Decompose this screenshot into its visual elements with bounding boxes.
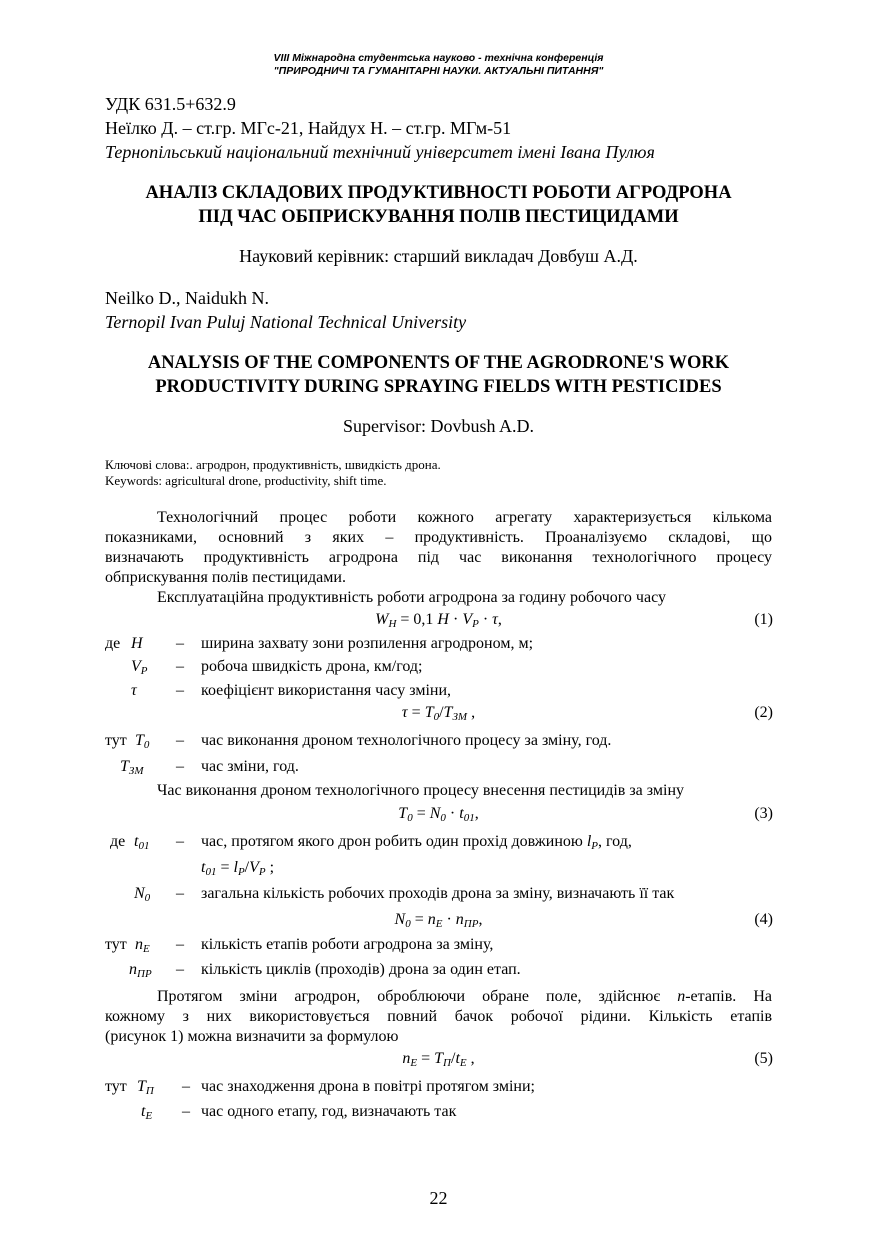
def-label-de-1: де [105, 635, 121, 652]
title-ua-line1: АНАЛІЗ СКЛАДОВИХ ПРОДУКТИВНОСТІ РОБОТИ АГРОДРОНА [145, 183, 732, 203]
def-dash-nE: – [176, 936, 184, 953]
paragraph-1 [105, 508, 772, 588]
def-dash-T0: – [176, 732, 184, 749]
keywords-ua: Ключові слова:. агродрон, продуктивність, швидкість дрона. [105, 457, 441, 472]
formula-t01: $t_{01} = l_P/V_P$ ; [201, 859, 275, 878]
def-text-Vp: робоча швидкість дрона, км/год; [201, 658, 423, 675]
def-symbol-tE: $t_E$ [141, 1103, 153, 1122]
def-text-TP: час знаходження дрона в повітрі протягом зміни; [201, 1078, 535, 1095]
formula-5-number: (5) [754, 1050, 773, 1067]
udc-code: УДК 631.5+632.9 [105, 94, 236, 114]
def-dash-N0: – [176, 885, 184, 902]
def-label-de-2: де [110, 833, 126, 850]
authors-ua: Неїлко Д. – ст.гр. МГс-21, Найдух Н. – ст.гр. МГм-51 [105, 118, 512, 138]
affiliation-en: Ternopil Ivan Puluj National Technical University [105, 312, 467, 332]
formula-5: $n_E = T_П/t_E$ , [402, 1050, 475, 1069]
def-dash-T3M: – [176, 758, 184, 775]
supervisor-ua: Науковий керівник: старший викладач Довбуш А.Д. [239, 246, 638, 266]
formula-2-number: (2) [754, 704, 773, 721]
def-symbol-T3M: $T_{ЗМ}$ [120, 758, 144, 777]
paragraph-4-line-3: (рисунок 1) можна визначити за формулою [105, 1028, 399, 1045]
def-dash-nPR: – [176, 961, 184, 978]
def-dash-Vp: – [176, 658, 184, 675]
def-dash-tau: – [176, 682, 184, 699]
def-symbol-t01: $t_{01}$ [134, 833, 150, 852]
def-symbol-nE: $n_E$ [135, 936, 150, 955]
paragraph-3-text: Час виконання дроном технологічного процесу внесення пестицидів за зміну [157, 782, 684, 799]
paragraph-4 [105, 987, 772, 1047]
def-dash-TP: – [182, 1078, 190, 1095]
paragraph-4-line-1-n: n [677, 988, 686, 1005]
keywords-en: Keywords: agricultural drone, productivity, shift time. [105, 473, 387, 488]
paragraph-4-line-2: кожному з них використовується повний бачок робочої рідини. Кількість етапів [105, 1008, 772, 1025]
def-symbol-T0: $T_0$ [135, 732, 150, 751]
def-text-N0: загальна кількість робочих проходів дрона за зміну, визначають її так [201, 885, 675, 902]
def-text-tE: час одного етапу, год, визначають так [201, 1103, 457, 1120]
title-en-line2: PRODUCTIVITY DURING SPRAYING FIELDS WITH PESTICIDES [155, 377, 722, 397]
paragraph-3 [105, 781, 772, 801]
page-number: 22 [429, 1188, 448, 1208]
def-dash-t01: – [176, 833, 184, 850]
formula-3: $T_0 = N_0 \cdot t_{01}$, [398, 805, 479, 824]
title-en-line1: ANALYSIS OF THE COMPONENTS OF THE AGRODRONE'S WORK [147, 353, 730, 373]
def-label-tut-2: тут [105, 936, 127, 953]
def-dash-tE: – [182, 1103, 190, 1120]
paragraph-4-line-1 [105, 987, 772, 1007]
authors-en: Neilko D., Naidukh N. [105, 288, 269, 308]
paragraph-1-line-3: визначають продуктивність агродрона під час виконання технологічного процесу [105, 549, 772, 566]
title-ua-line2: ПІД ЧАС ОБПРИСКУВАННЯ ПОЛІВ ПЕСТИЦИДАМИ [198, 207, 679, 227]
formula-1: $W_H = 0,1$ $H \cdot V_P \cdot \tau$, [375, 611, 502, 630]
def-text-T3M: час зміни, год. [201, 758, 299, 775]
conference-header-line2: "ПРИРОДНИЧІ ТА ГУМАНІТАРНІ НАУКИ. АКТУАЛЬНІ ПИТАННЯ" [273, 65, 604, 77]
formula-1-number: (1) [754, 611, 773, 628]
def-text-nE: кількість етапів роботи агродрона за зміну, [201, 936, 494, 953]
paragraph-4-line-1-a: Протягом зміни агродрон, оброблюючи обране поле, здійснює [157, 988, 678, 1005]
formula-3-number: (3) [754, 805, 773, 822]
def-symbol-tau: τ [131, 682, 137, 699]
def-symbol-Vp: $V_P$ [131, 658, 148, 677]
def-text-T0: час виконання дроном технологічного процесу за зміну, год. [201, 732, 612, 749]
formula-4-number: (4) [754, 911, 773, 928]
def-symbol-N0: $N_0$ [134, 885, 151, 904]
supervisor-en: Supervisor: Dovbush A.D. [342, 416, 534, 436]
def-label-tut-1: тут [105, 732, 127, 749]
paragraph-1-line-4: обприскування полів пестицидами. [105, 569, 346, 586]
paragraph-1-line-2: показниками, основний з яких – продуктивність. Проаналізуємо складові, що [105, 529, 772, 546]
formula-2: $\tau = T_0/T_{ЗМ}$ , [401, 704, 476, 723]
def-text-t01-b: , год, [598, 833, 632, 850]
def-label-tut-3: тут [105, 1078, 127, 1095]
def-text-t01-a: час, протягом якого дрон робить один прохід довжиною [201, 833, 583, 850]
def-symbol-nPR: $n_{ПР}$ [129, 961, 152, 980]
paragraph-1-line-1: Технологічний процес роботи кожного агрегату характеризується кількома [157, 509, 772, 526]
conference-header-line1: VIII Міжнародна студентська науково - технічна конференція [273, 52, 604, 64]
def-symbol-TP: $T_П$ [137, 1078, 154, 1097]
def-symbol-H: H [131, 635, 143, 652]
def-text-tau: коефіцієнт використання часу зміни, [201, 682, 452, 699]
def-text-nPR: кількість циклів (проходів) дрона за один етап. [201, 961, 521, 978]
affiliation-ua: Тернопільський національний технічний університет імені Івана Пулюя [105, 142, 655, 162]
def-text-H: ширина захвату зони розпилення агродроном, м; [201, 635, 534, 652]
paragraph-2 [105, 588, 772, 608]
def-text-t01: час, протягом якого дрон робить один прохід довжиною $l_P$, год, [201, 833, 632, 852]
formula-4: $N_0 = n_E \cdot n_{ПР}$, [394, 911, 483, 930]
def-dash-H: – [176, 635, 184, 652]
paragraph-4-line-1-b: -етапів. На [685, 988, 772, 1005]
paragraph-2-text: Експлуатаційна продуктивність роботи агродрона за годину робочого часу [157, 589, 666, 606]
